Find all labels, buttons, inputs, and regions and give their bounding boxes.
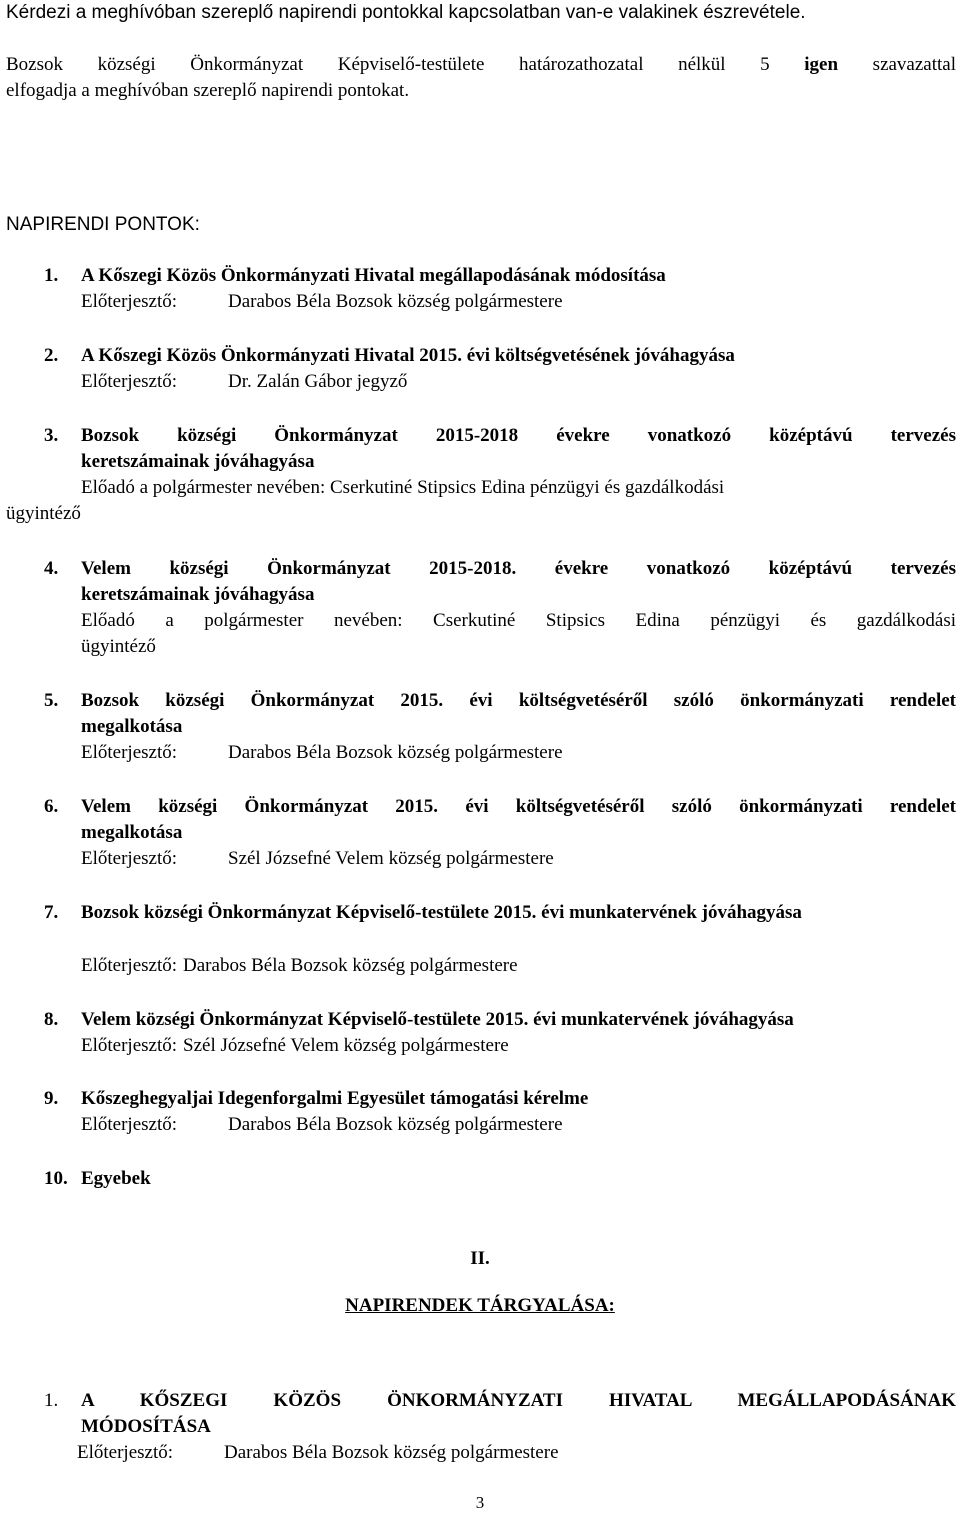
agenda-item-presenter-cont: ügyintéző <box>81 636 156 657</box>
agenda-item-title: Bozsok községi Önkormányzat 2015-2018 évekre vonatkozó középtávú tervezés <box>81 425 956 446</box>
agenda-item-1 <box>44 263 956 315</box>
agenda-item-title: Bozsok községi Önkormányzat Képviselő-testülete 2015. évi munkatervének jóváhagyása <box>81 902 802 923</box>
agenda-item-presenter: Előterjesztő: Darabos Béla Bozsok község polgármestere <box>81 291 563 312</box>
agenda-item-presenter: Előterjesztő: Darabos Béla Bozsok község polgármestere <box>81 742 563 763</box>
agenda-item-number: 3. <box>44 425 59 446</box>
agenda-item-number: 4. <box>44 558 59 579</box>
agenda-item-presenter: Előadó a polgármester nevében: Cserkutiné Stipsics Edina pénzügyi és gazdálkodási <box>81 610 956 631</box>
agenda-item-10 <box>44 1166 956 1192</box>
agenda-item-5 <box>44 688 956 766</box>
discussion-item-1 <box>44 1388 956 1440</box>
agenda-item-title: A Kőszegi Közös Önkormányzati Hivatal megállapodásának módosítása <box>81 265 666 286</box>
agenda-item-number: 7. <box>44 902 59 923</box>
agenda-item-number: 9. <box>44 1088 59 1109</box>
agenda-item-title-cont: megalkotása <box>81 822 183 843</box>
section-title-text: NAPIRENDEK TÁRGYALÁSA: <box>345 1295 615 1316</box>
agenda-item-title-cont: keretszámainak jóváhagyása <box>81 584 315 605</box>
intro-decision-line-2: elfogadja a meghívóban szereplő napirendi pontokat. <box>6 80 410 101</box>
agenda-item-3 <box>44 423 956 501</box>
agenda-item-presenter: Előterjesztő: Szél Józsefné Velem község polgármestere <box>81 1035 509 1056</box>
agenda-item-presenter: Előterjesztő: Darabos Béla Bozsok község polgármestere <box>81 1114 563 1135</box>
agenda-item-title: Bozsok községi Önkormányzat 2015. évi költségvetéséről szóló önkormányzati rendelet <box>81 690 956 711</box>
agenda-item-title: Velem községi Önkormányzat 2015-2018. évekre vonatkozó középtávú tervezés <box>81 558 956 579</box>
agenda-heading: NAPIRENDI PONTOK: <box>6 214 200 235</box>
agenda-item-4 <box>44 556 956 660</box>
agenda-item-title: Egyebek <box>81 1168 151 1189</box>
agenda-item-3-presenter-cont: ügyintéző <box>6 503 81 524</box>
agenda-item-number: 10. <box>44 1168 68 1189</box>
discussion-item-number: 1. <box>44 1390 59 1411</box>
intro-decision-suffix: szavazattal <box>872 54 957 75</box>
agenda-item-number: 1. <box>44 265 59 286</box>
agenda-item-2 <box>44 343 956 395</box>
agenda-item-presenter: Előterjesztő: Dr. Zalán Gábor jegyző <box>81 371 408 392</box>
agenda-item-number: 6. <box>44 796 59 817</box>
intro-decision-text: Bozsok községi Önkormányzat Képviselő-testülete határozathozatal nélkül 5 <box>6 54 770 75</box>
agenda-item-6 <box>44 794 956 872</box>
intro-question: Kérdezi a meghívóban szereplő napirendi pontokkal kapcsolatban van-e valakinek észrevétele. <box>6 2 806 23</box>
agenda-item-presenter: Előterjesztő: Szél Józsefné Velem község polgármestere <box>81 848 554 869</box>
agenda-item-7-presenter-row <box>44 953 956 979</box>
intro-decision-vote: igen <box>804 54 839 75</box>
page-number: 3 <box>475 1493 485 1512</box>
agenda-item-presenter: Előadó a polgármester nevében: Cserkutiné Stipsics Edina pénzügyi és gazdálkodási <box>81 477 725 498</box>
agenda-item-7 <box>44 900 956 926</box>
intro-decision-line <box>6 52 956 78</box>
section-title <box>0 1293 960 1319</box>
agenda-item-title: A Kőszegi Közös Önkormányzati Hivatal 2015. évi költségvetésének jóváhagyása <box>81 345 735 366</box>
agenda-item-number: 5. <box>44 690 59 711</box>
agenda-item-number: 2. <box>44 345 59 366</box>
section-roman-numeral: II. <box>470 1248 490 1269</box>
agenda-item-title: Velem községi Önkormányzat Képviselő-testülete 2015. évi munkatervének jóváhagyása <box>81 1009 794 1030</box>
discussion-item-presenter: Előterjesztő: Darabos Béla Bozsok község polgármestere <box>77 1442 559 1463</box>
agenda-item-8 <box>44 1007 956 1059</box>
agenda-item-9 <box>44 1086 956 1138</box>
agenda-item-title: Kőszeghegyaljai Idegenforgalmi Egyesület támogatási kérelme <box>81 1088 589 1109</box>
discussion-item-title: A KŐSZEGI KÖZÖS ÖNKORMÁNYZATI HIVATAL MEGÁLLAPODÁSÁNAK <box>81 1390 956 1411</box>
agenda-item-title-cont: megalkotása <box>81 716 183 737</box>
agenda-item-title-cont: keretszámainak jóváhagyása <box>81 451 315 472</box>
agenda-item-title: Velem községi Önkormányzat 2015. évi költségvetéséről szóló önkormányzati rendelet <box>81 796 956 817</box>
discussion-item-title-cont: MÓDOSÍTÁSA <box>81 1416 211 1437</box>
agenda-item-presenter: Előterjesztő: Darabos Béla Bozsok község polgármestere <box>81 955 518 976</box>
agenda-item-number: 8. <box>44 1009 59 1030</box>
